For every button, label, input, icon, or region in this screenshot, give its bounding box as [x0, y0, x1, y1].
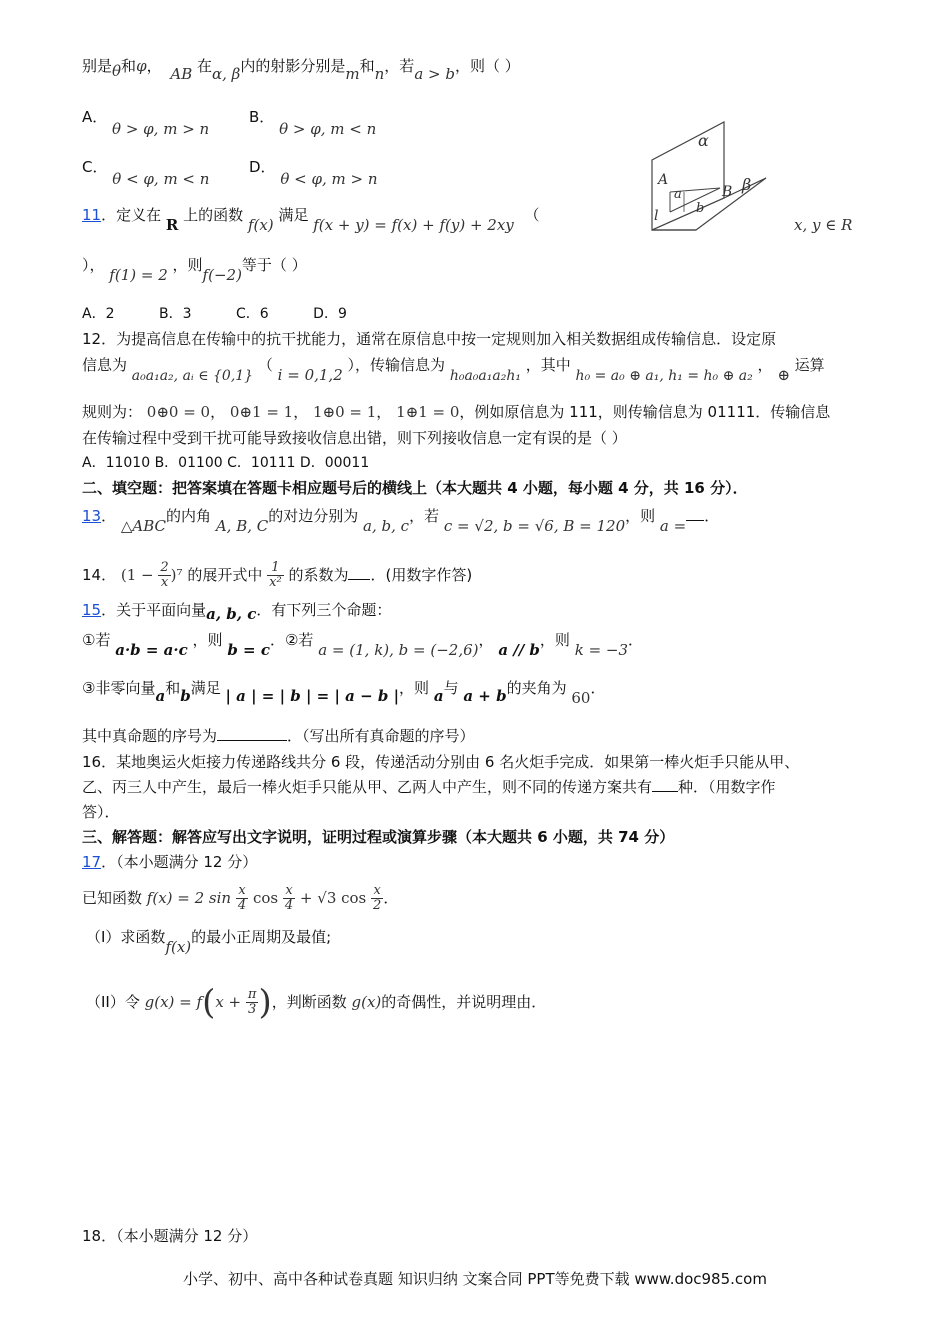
q17-part1: （I）求函数f(x)的最小正周期及最值;	[86, 928, 332, 956]
q10-option-a: A． θ > φ, m > n	[82, 108, 210, 138]
label-B: B	[722, 184, 733, 200]
q15-answer-blank[interactable]	[217, 726, 287, 741]
q16-line3: 答）．	[82, 803, 120, 821]
frac-x-over-4-a: $\frac{x}{4}$	[237, 883, 247, 913]
label-alpha: α	[698, 131, 709, 150]
q16-answer-blank[interactable]	[652, 777, 678, 792]
right-paren-large: )	[258, 982, 272, 1023]
q12-line1: 12．为提高信息在传输中的抗干扰能力，通常在原信息中按一定规则加入相关数据组成传输信息．设定原	[82, 330, 777, 348]
q14-frac-1-over-x2: $\frac{1}{\text{x²}}$	[269, 560, 282, 590]
q16-line1: 16．某地奥运火炬接力传递路线共分 6 段，传递活动分别由 6 名火炬手完成．如果第一棒火炬手只能从甲、	[82, 753, 800, 771]
frac-pi-over-3: $\frac{\pi}{3}$	[247, 987, 257, 1017]
q10-option-d: D． θ < φ, m > n	[249, 158, 378, 188]
q17-header: 17．（本小题满分 12 分）	[82, 853, 258, 871]
frac-x-over-2: $\frac{x}{2}$	[373, 883, 382, 913]
q15-line3: ③非零向量a和b满足 | a | = | b | = | a − b |，则 a与 a + b的夹角为 60．	[82, 679, 606, 707]
label-l: l	[654, 208, 659, 224]
q18-header: 18．（本小题满分 12 分）	[82, 1227, 258, 1245]
label-A: A	[658, 172, 669, 188]
q17-given: 已知函数 f(x) = 2 sin $\frac{x}{4}$ cos $\frac{x}{4}$ + √3 cos $\frac{x}{2}$ ．	[82, 883, 399, 913]
q15-line2: ①若 a·b = a·c ，则 b = c．②若 a = (1, k), b = (−2,6)， a // b，则 k = −3．	[82, 631, 644, 659]
q12-line4: 在传输过程中受到干扰可能导致接收信息出错，则下列接收信息一定有误的是（ ）	[82, 429, 627, 447]
q10-option-b: B． θ > φ, m < n	[249, 108, 377, 138]
label-beta: β	[742, 175, 752, 194]
q14-answer-blank[interactable]	[348, 565, 370, 580]
q10-option-c: C． θ < φ, m < n	[82, 158, 210, 188]
label-b: b	[696, 201, 705, 216]
section-2-heading: 二、填空题：把答案填在答题卡相应题号后的横线上（本大题共 4 小题，每小题 4 分，共 16 分）．	[82, 479, 748, 497]
q11-options: A．2 B．3 C．6 D．9	[82, 306, 347, 322]
q11-line2: ）， f(1) = 2 ，则f(−2)等于（ ）	[82, 256, 307, 284]
q11-domain: x, y ∈ R	[794, 216, 853, 234]
q14-frac-2-over-x: $\frac{2}{x}$	[160, 560, 169, 590]
q14-line: 14． (1 − $\frac{2}{x}$ )⁷ 的展开式中 $\frac{1}{\text{x²}}$ 的系数为 ．(用数字作答)	[82, 560, 473, 590]
q11-line1: 11．定义在 R 上的函数 f(x) 满足 f(x + y) = f(x) + f(y) + 2xy （	[82, 206, 540, 234]
left-paren-large: (	[202, 982, 216, 1023]
dihedral-figure	[648, 118, 770, 236]
q15-line1: 15．关于平面向量a, b, c．有下列三个命题：	[82, 601, 392, 623]
q17-part2: （II）令 g(x) = f(x + $\frac{\pi}{3}$ )，判断函数 g(x)的奇偶性，并说明理由．	[86, 982, 547, 1023]
q12-line2: 信息为 a₀a₁a₂, aᵢ ∈ {0,1} （ i = 0,1,2 ），传输信息为 h₀a₀a₁a₂h₁ ，其中 h₀ = a₀ ⊕ a₁, h₁ = h₀ ⊕ a₂ ， ⊕ 运算	[82, 356, 825, 384]
q15-line4: 其中真命题的序号为 ．（写出所有真命题的序号）	[82, 727, 475, 745]
label-a: a	[674, 187, 682, 202]
page-footer: 小学、初中、高中各种试卷真题 知识归纳 文案合同 PPT等免费下载 www.doc985.com	[183, 1270, 767, 1288]
frac-x-over-4-b: $\frac{x}{4}$	[284, 883, 294, 913]
q13-answer-blank[interactable]	[686, 506, 704, 521]
q13-line: 13． △ABC的内角 A, B, C的对边分别为 a, b, c，若 c = √2, b = √6, B = 120，则 a =．	[82, 507, 720, 535]
q12-options: A．11010 B．01100 C．10111 D．00011	[82, 455, 370, 471]
q16-line2: 乙、丙三人中产生，最后一棒火炬手只能从甲、乙两人中产生，则不同的传递方案共有 种．（用数字作	[82, 778, 776, 796]
section-3-heading: 三、解答题：解答应写出文字说明，证明过程或演算步骤（本大题共 6 小题，共 74 分）	[82, 828, 675, 846]
q10-line1: 别是θ和φ， AB 在α, β内的射影分别是m和n，若a > b，则（ ）	[82, 57, 520, 83]
q12-line3: 规则为： 0⊕0 = 0， 0⊕1 = 1， 1⊕0 = 1， 1⊕1 = 0，例如原信息为 111，则传输信息为 01111．传输信息	[82, 403, 831, 421]
